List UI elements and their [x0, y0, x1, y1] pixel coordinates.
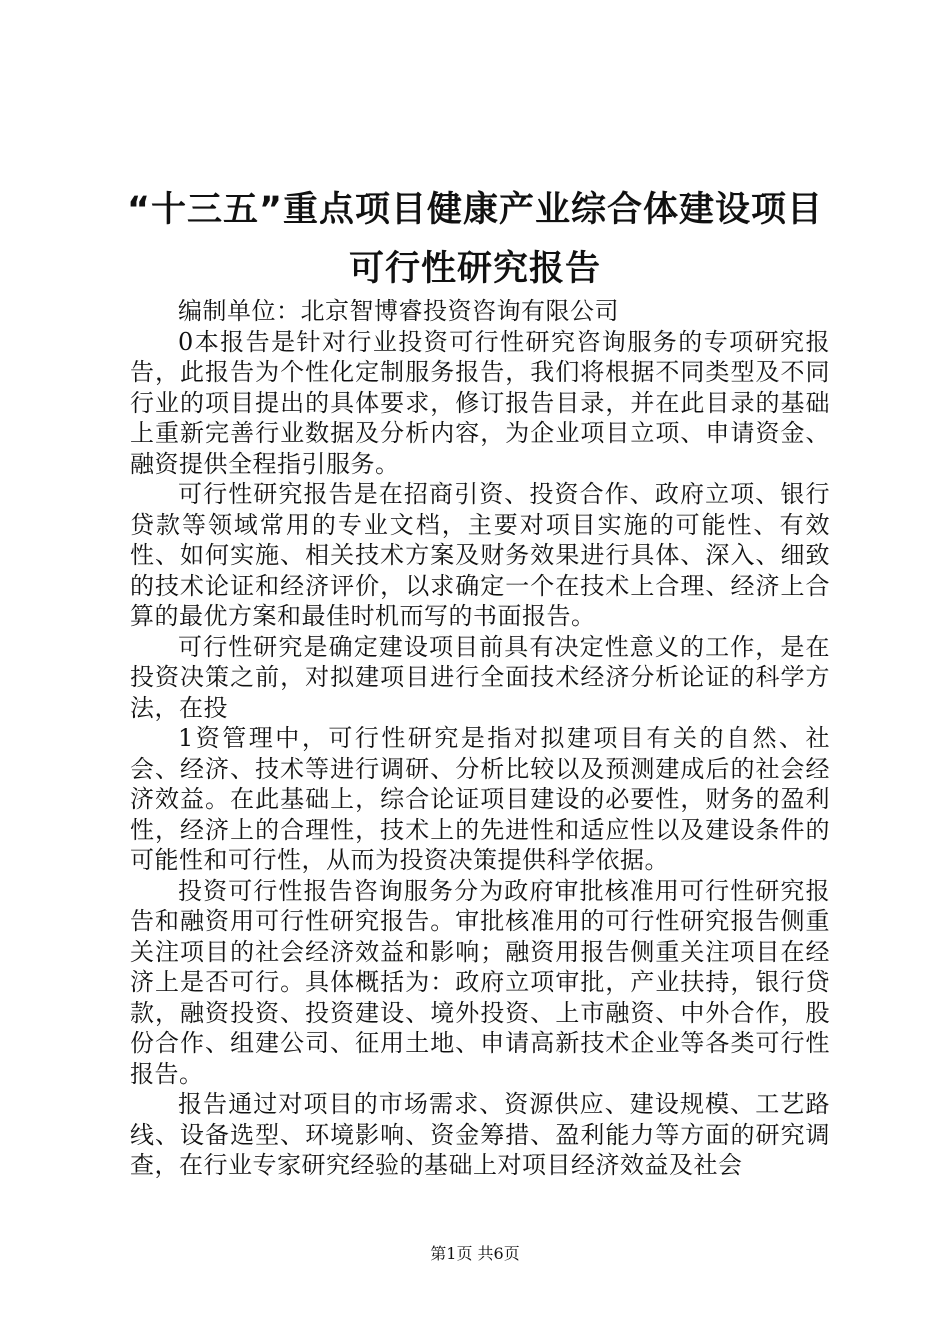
- page-number-footer: 第1页 共6页: [430, 1244, 520, 1263]
- document-title-line-2: 可行性研究报告: [348, 249, 601, 289]
- body-paragraph: 报告通过对项目的市场需求、资源供应、建设规模、工艺路线、设备选型、环境影响、资金筹措、盈利能力等方面的研究调查，在行业专家研究经验的基础上对项目经济效益及社会: [130, 1090, 830, 1179]
- body-paragraph: 投资可行性报告咨询服务分为政府审批核准用可行性研究报告和融资用可行性研究报告。审批核准用的可行性研究报告侧重关注项目的社会经济效益和影响；融资用报告侧重关注项目在经济上是否可行。具体概括为：政府立项审批，产业扶持，银行贷款，融资投资、投资建设、境外投资、上市融资、中外合作，股份合作、组建公司、征用土地、申请高新技术企业等各类可行性报告。: [130, 876, 830, 1088]
- body-paragraph: 1资管理中，可行性研究是指对拟建项目有关的自然、社会、经济、技术等进行调研、分析比较以及预测建成后的社会经济效益。在此基础上，综合论证项目建设的必要性，财务的盈利性，经济上的合理性，技术上的先进性和适应性以及建设条件的可能性和可行性，从而为投资决策提供科学依据。: [130, 724, 830, 874]
- document-title-line-1: “十三五”重点项目健康产业综合体建设项目: [126, 190, 823, 230]
- body-paragraph: 0本报告是针对行业投资可行性研究咨询服务的专项研究报告，此报告为个性化定制服务报告，我们将根据不同类型及不同行业的项目提出的具体要求，修订报告目录，并在此目录的基础上重新完善行业数据及分析内容，为企业项目立项、申请资金、融资提供全程指引服务。: [130, 327, 830, 478]
- body-paragraph: 可行性研究报告是在招商引资、投资合作、政府立项、银行贷款等领域常用的专业文档，主要对项目实施的可能性、有效性、如何实施、相关技术方案及财务效果进行具体、深入、细致的技术论证和经济评价，以求确定一个在技术上合理、经济上合算的最优方案和最佳时机而写的书面报告。: [130, 480, 830, 630]
- document-body: [130, 296, 830, 1181]
- body-paragraph: 可行性研究是确定建设项目前具有决定性意义的工作，是在投资决策之前，对拟建项目进行全面技术经济分析论证的科学方法，在投: [130, 632, 830, 722]
- compiler-unit-line: 编制单位：北京智博睿投资咨询有限公司: [178, 297, 619, 325]
